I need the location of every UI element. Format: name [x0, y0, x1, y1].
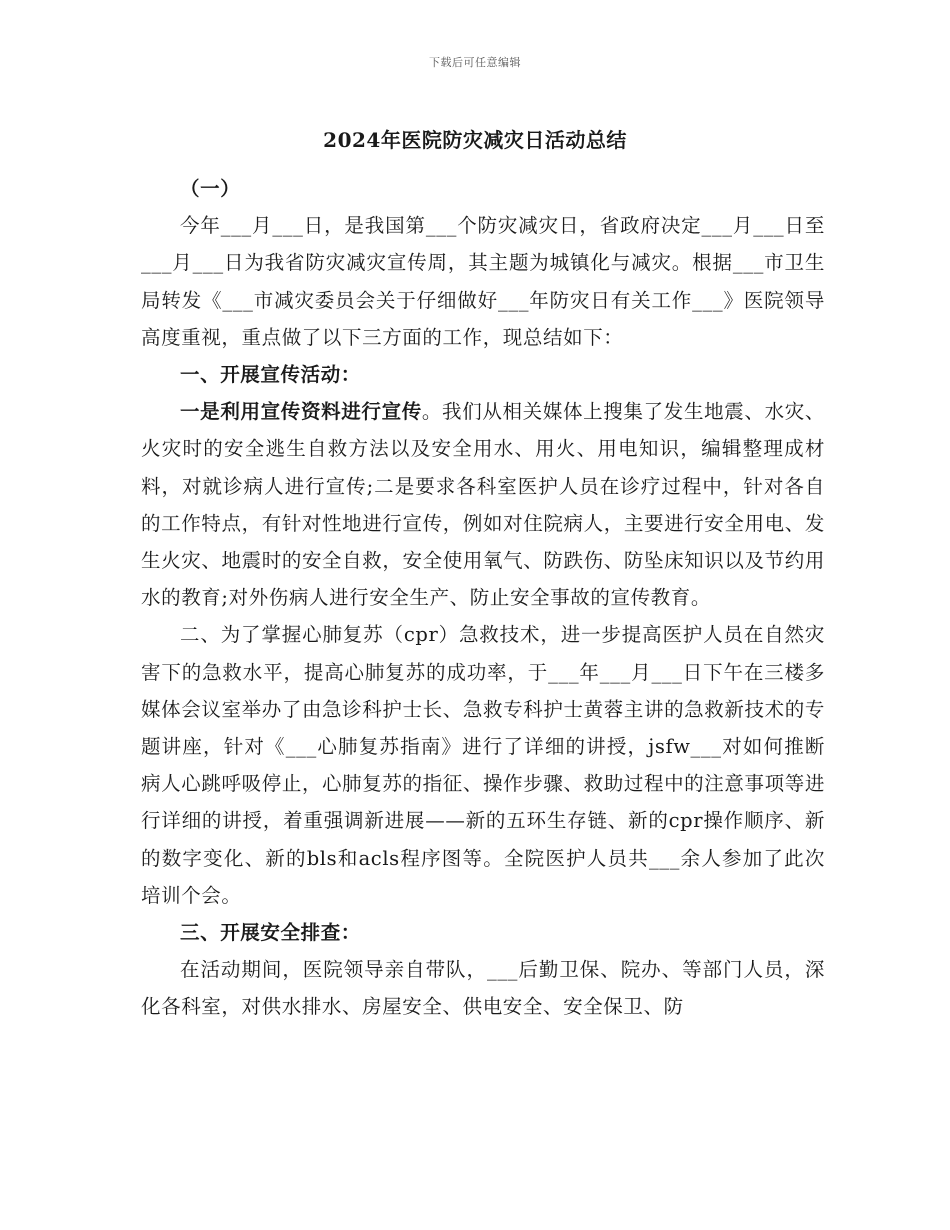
publicity-paragraph [141, 393, 825, 616]
header-note: 下载后可任意编辑 [429, 56, 521, 69]
publicity-lead: 一是利用宣传资料进行宣传 [180, 400, 422, 424]
document-title: 2024年医院防灾减灾日活动总结 [323, 128, 627, 152]
document-body [141, 170, 825, 1026]
heading-publicity: 一、开展宣传活动： [180, 363, 361, 387]
intro-paragraph: 今年___月___日，是我国第___个防灾减灾日，省政府决定___月___日至___月___日为我省防灾减灾宣传周，其主题为城镇化与减灾。根据___市卫生局转发《___市减灾委员会关于仔细做好___年防灾日有关工作___》医院领导高度重视，重点做了以下三方面的工作，现总结如下： [141, 214, 825, 349]
safety-check-paragraph: 在活动期间，医院领导亲自带队，___后勤卫保、院办、等部门人员，深化各科室，对供水排水、房屋安全、供电安全、安全保卫、防 [141, 958, 825, 1019]
cpr-training-paragraph: 二、为了掌握心肺复苏（cpr）急救技术，进一步提高医护人员在自然灾害下的急救水平，提高心肺复苏的成功率，于___年___月___日下午在三楼多媒体会议室举办了由急诊科护士长、急救专科护士黄蓉主讲的急救新技术的专题讲座，针对《___心肺复苏指南》进行了详细的讲授，jsfw___对如何推断病人心跳呼吸停止，心肺复苏的指征、操作步骤、救助过程中的注意事项等进行详细的讲授，着重强调新进展——新的五环生存链、新的cpr操作顺序、新的数字变化、新的bls和acls程序图等。全院医护人员共___余人参加了此次培训个会。 [141, 623, 825, 907]
heading-safety-check: 三、开展安全排查： [180, 921, 361, 945]
publicity-body: 。我们从相关媒体上搜集了发生地震、水灾、火灾时的安全逃生自救方法以及安全用水、用火、用电知识，编辑整理成材料，对就诊病人进行宣传;二是要求各科室医护人员在诊疗过程中，针对各自的工作特点，有针对性地进行宣传，例如对住院病人，主要进行安全用电、发生火灾、地震时的安全自救，安全使用氧气、防跌伤、防坠床知识以及节约用水的教育;对外伤病人进行安全生产、防止安全事故的宣传教育。 [141, 400, 825, 610]
section-label: （一） [180, 177, 241, 200]
